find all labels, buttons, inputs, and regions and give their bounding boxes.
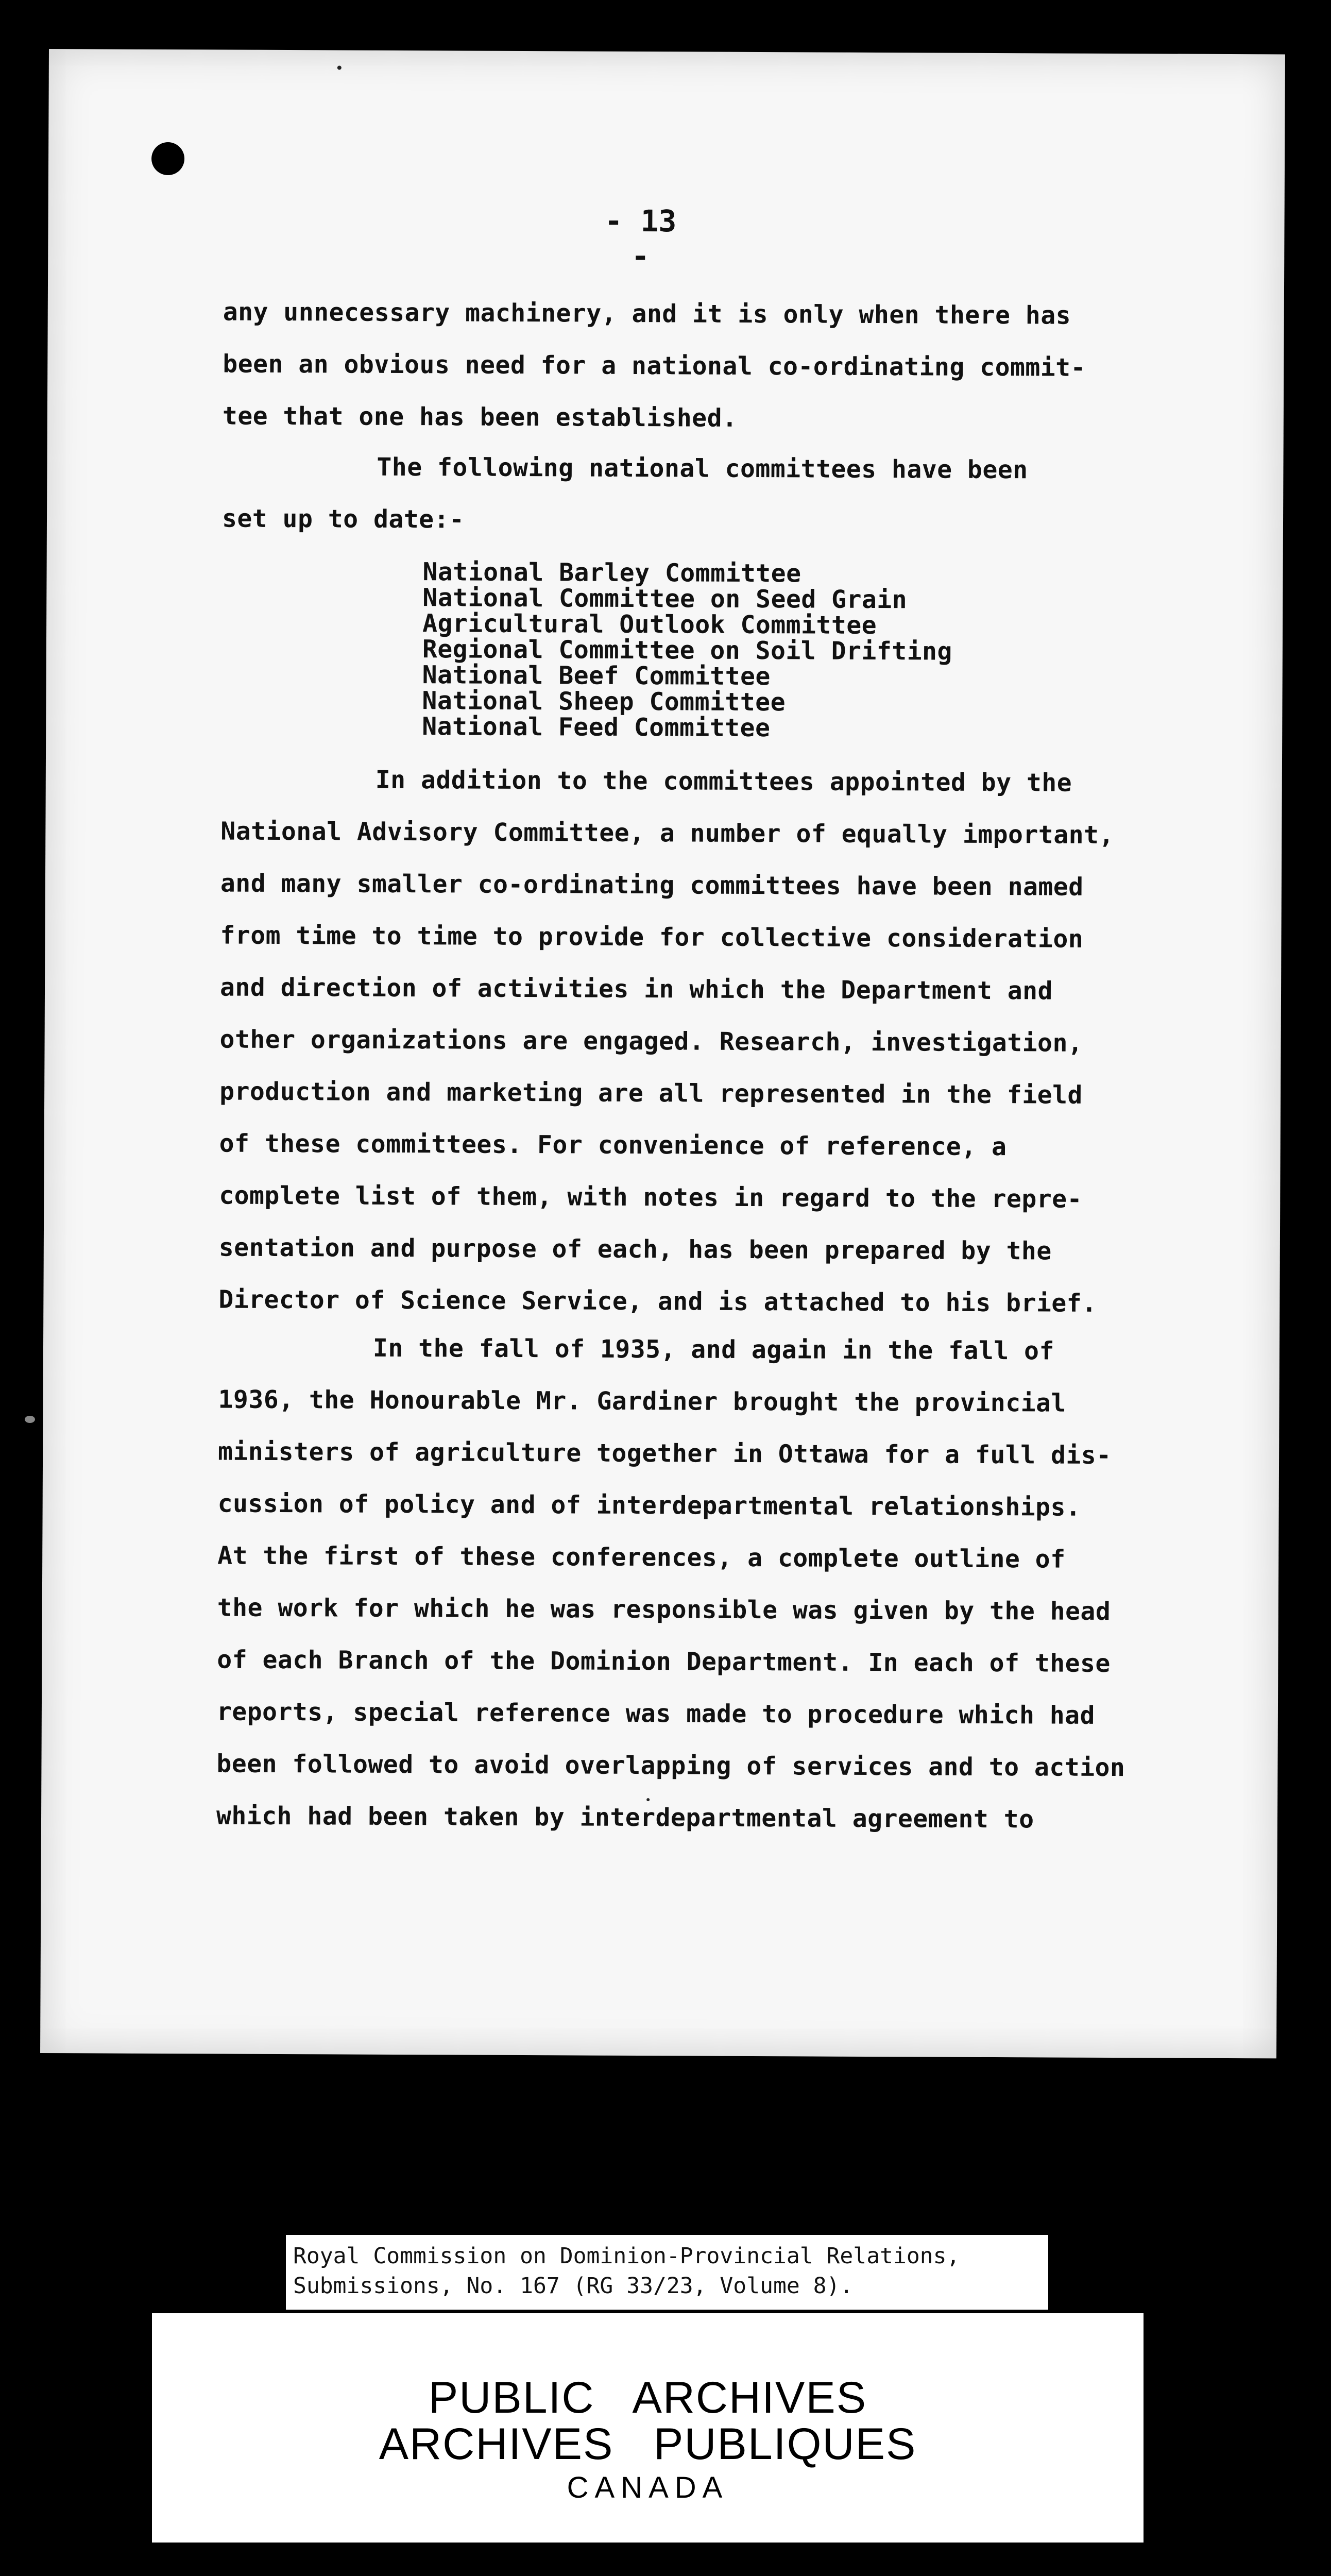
text-line: tee that one has been established.: [222, 401, 738, 433]
ink-speck: [337, 65, 342, 70]
text-line: any unnecessary machinery, and it is only when there has: [223, 297, 1071, 330]
text-line: ministers of agriculture together in Ottawa for a full dis-: [218, 1437, 1112, 1470]
text-line: complete list of them, with notes in regard to the repre-: [219, 1181, 1083, 1214]
committee-item: National Sheep Committee: [422, 686, 786, 717]
edge-speck: [25, 1416, 35, 1423]
text-line: Director of Science Service, and is attached to his brief.: [218, 1285, 1097, 1318]
text-line: the work for which he was responsible was given by the head: [217, 1593, 1111, 1626]
text-line: cussion of policy and of interdepartmental relationships.: [217, 1489, 1081, 1522]
document-page: [40, 49, 1285, 2058]
text-line: been an obvious need for a national co-ordinating commit-: [223, 349, 1086, 382]
ink-speck: [646, 1798, 650, 1801]
archives-line-canada: CANADA: [567, 2471, 729, 2504]
committee-item: Regional Committee on Soil Drifting: [422, 635, 952, 666]
text-line: 1936, the Honourable Mr. Gardiner brought the provincial: [218, 1385, 1066, 1418]
text-line: set up to date:-: [221, 504, 465, 534]
text-line: production and marketing are all represented in the field: [219, 1077, 1083, 1110]
text-line: of these committees. For convenience of reference, a: [219, 1129, 1007, 1162]
committee-item: National Barley Committee: [422, 557, 801, 588]
text-line: reports, special reference was made to procedure which had: [216, 1697, 1096, 1730]
text-line: and direction of activities in which the Department and: [219, 973, 1053, 1006]
reference-label: [286, 2235, 1048, 2310]
text-line: National Advisory Committee, a number of equally important,: [220, 817, 1114, 850]
text-line: and many smaller co-ordinating committees have been named: [220, 869, 1084, 902]
punch-hole: [151, 142, 184, 175]
archives-line-public: PUBLIC ARCHIVES: [428, 2373, 867, 2422]
text-line: In the fall of 1935, and again in the fall of: [372, 1333, 1055, 1366]
text-line: of each Branch of the Dominion Department. In each of these: [217, 1645, 1111, 1679]
text-line: The following national committees have been: [377, 452, 1028, 485]
archives-line-publiques: ARCHIVES PUBLIQUES: [379, 2419, 917, 2469]
committee-item: Agricultural Outlook Committee: [422, 609, 877, 640]
page-number: - 13 -: [604, 203, 677, 274]
text-line: At the first of these conferences, a complete outline of: [217, 1541, 1066, 1574]
text-line: other organizations are engaged. Research, investigation,: [219, 1025, 1083, 1058]
reference-line-2: Submissions, No. 167 (RG 33/23, Volume 8).: [293, 2273, 854, 2299]
text-line: from time to time to provide for collective consideration: [220, 921, 1084, 954]
committee-item: National Beef Committee: [422, 660, 771, 691]
archives-card: [152, 2313, 1144, 2543]
reference-line-1: Royal Commission on Dominion-Provincial Relations,: [293, 2243, 960, 2269]
text-line: which had been taken by interdepartmental agreement to: [216, 1801, 1034, 1834]
committee-item: National Committee on Seed Grain: [422, 583, 908, 615]
text-line: sentation and purpose of each, has been prepared by the: [218, 1233, 1052, 1266]
text-line: been followed to avoid overlapping of services and to action: [216, 1749, 1125, 1783]
text-line: In addition to the committees appointed by the: [375, 765, 1072, 798]
committee-item: National Feed Committee: [422, 712, 771, 743]
